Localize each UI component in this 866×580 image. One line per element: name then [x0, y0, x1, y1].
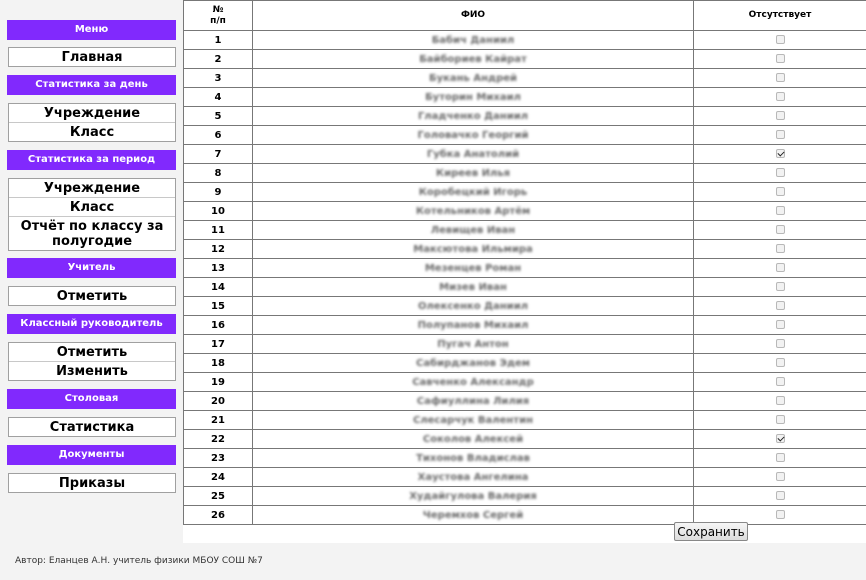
- row-name-cell: [253, 88, 694, 107]
- sidebar-item-class-teacher-edit[interactable]: Изменить: [56, 364, 128, 379]
- table-row: [184, 69, 866, 88]
- row-number: 12: [184, 240, 253, 259]
- absent-checkbox[interactable]: [776, 92, 785, 101]
- row-absent-cell: [694, 69, 866, 88]
- table-row: [184, 316, 866, 335]
- table-row: [184, 50, 866, 69]
- table-row: [184, 335, 866, 354]
- row-name-cell: [253, 449, 694, 468]
- absent-checkbox[interactable]: [776, 73, 785, 82]
- absent-checkbox[interactable]: [776, 206, 785, 215]
- table-row: [184, 221, 866, 240]
- row-absent-cell: [694, 202, 866, 221]
- row-number: 17: [184, 335, 253, 354]
- row-number: 24: [184, 468, 253, 487]
- row-number: 22: [184, 430, 253, 449]
- column-header-name: ФИО: [253, 1, 694, 31]
- student-name: Хаустова Ангелина: [417, 471, 529, 483]
- absent-checkbox[interactable]: [776, 472, 785, 481]
- row-number: 6: [184, 126, 253, 145]
- row-name-cell: [253, 164, 694, 183]
- row-name-cell: [253, 335, 694, 354]
- row-name-cell: [253, 50, 694, 69]
- absent-checkbox[interactable]: [776, 396, 785, 405]
- sidebar-item-period-institution[interactable]: Учреждение: [9, 179, 175, 198]
- row-absent-cell: [694, 164, 866, 183]
- row-absent-cell: [694, 221, 866, 240]
- row-number: 4: [184, 88, 253, 107]
- row-name-cell: [253, 430, 694, 449]
- row-name-cell: [253, 487, 694, 506]
- row-name-cell: [253, 278, 694, 297]
- row-number: 14: [184, 278, 253, 297]
- row-name-cell: [253, 202, 694, 221]
- row-name-cell: [253, 183, 694, 202]
- absent-checkbox[interactable]: [776, 339, 785, 348]
- student-name: Савченко Александр: [412, 376, 534, 388]
- row-absent-cell: [694, 259, 866, 278]
- row-name-cell: [253, 354, 694, 373]
- absent-checkbox[interactable]: [776, 320, 785, 329]
- absent-checkbox[interactable]: [776, 263, 785, 272]
- row-absent-cell: [694, 392, 866, 411]
- table-row: [184, 354, 866, 373]
- row-name-cell: [253, 392, 694, 411]
- row-number: 16: [184, 316, 253, 335]
- student-name: Байбориев Кайрат: [419, 53, 527, 65]
- row-absent-cell: [694, 126, 866, 145]
- table-row: [184, 449, 866, 468]
- row-number: 10: [184, 202, 253, 221]
- row-number: 1: [184, 31, 253, 50]
- row-absent-cell: [694, 468, 866, 487]
- table-row: [184, 145, 866, 164]
- row-name-cell: [253, 297, 694, 316]
- row-name-cell: [253, 259, 694, 278]
- table-row: [184, 88, 866, 107]
- student-name: Коробецкий Игорь: [418, 186, 528, 198]
- row-absent-cell: [694, 354, 866, 373]
- row-number: 15: [184, 297, 253, 316]
- sidebar-item-orders[interactable]: Приказы: [58, 476, 126, 491]
- student-name: Левищев Иван: [430, 224, 516, 236]
- absent-checkbox[interactable]: [776, 491, 785, 500]
- absent-checkbox[interactable]: [776, 434, 785, 443]
- sidebar-header-documents: Документы: [7, 445, 176, 465]
- row-number: 20: [184, 392, 253, 411]
- row-absent-cell: [694, 373, 866, 392]
- column-header-absent: Отсутствует: [694, 1, 866, 31]
- sidebar-header-menu: Меню: [7, 20, 176, 40]
- table-row: [184, 31, 866, 50]
- row-name-cell: [253, 316, 694, 335]
- sidebar-header-class-teacher: Классный руководитель: [7, 314, 176, 334]
- absent-checkbox[interactable]: [776, 301, 785, 310]
- student-name: Сафиуллина Лилия: [416, 395, 530, 407]
- attendance-panel: [183, 0, 866, 543]
- absent-checkbox[interactable]: [776, 377, 785, 386]
- row-name-cell: [253, 411, 694, 430]
- row-number: 25: [184, 487, 253, 506]
- student-name: Пугач Антон: [437, 338, 509, 350]
- absent-checkbox[interactable]: [776, 168, 785, 177]
- row-absent-cell: [694, 88, 866, 107]
- sidebar-item-period-class[interactable]: Класс: [9, 198, 175, 217]
- absent-checkbox[interactable]: [776, 282, 785, 291]
- sidebar: [0, 0, 183, 543]
- absent-checkbox[interactable]: [776, 54, 785, 63]
- absent-checkbox[interactable]: [776, 130, 785, 139]
- student-name: Котельников Артём: [415, 205, 531, 217]
- student-name: Бабич Даниил: [431, 34, 515, 46]
- sidebar-item-day-class[interactable]: Класс: [69, 125, 115, 140]
- row-number: 7: [184, 145, 253, 164]
- row-absent-cell: [694, 107, 866, 126]
- row-number: 9: [184, 183, 253, 202]
- student-name: Губка Анатолий: [426, 148, 520, 160]
- row-name-cell: [253, 506, 694, 525]
- absent-checkbox[interactable]: [776, 358, 785, 367]
- absent-checkbox[interactable]: [776, 225, 785, 234]
- absent-checkbox[interactable]: [776, 244, 785, 253]
- student-name: Сабирджанов Эдем: [416, 357, 530, 369]
- row-absent-cell: [694, 335, 866, 354]
- student-name: Буторин Михаил: [425, 91, 521, 103]
- table-row: [184, 183, 866, 202]
- row-name-cell: [253, 373, 694, 392]
- sidebar-header-teacher: Учитель: [7, 258, 176, 278]
- student-name: Олексенко Даниил: [417, 300, 529, 312]
- row-number: 8: [184, 164, 253, 183]
- table-header-row: [184, 1, 866, 31]
- save-button[interactable]: Сохранить: [674, 522, 748, 541]
- row-name-cell: [253, 107, 694, 126]
- student-name: Максютова Ильмира: [413, 243, 533, 255]
- sidebar-class-teacher-box: [8, 342, 176, 381]
- row-absent-cell: [694, 411, 866, 430]
- sidebar-documents-box: [8, 473, 176, 493]
- absent-checkbox[interactable]: [776, 149, 785, 158]
- table-row: [184, 297, 866, 316]
- sidebar-item-teacher-mark[interactable]: Отметить: [56, 289, 128, 304]
- table-row: [184, 411, 866, 430]
- row-name-cell: [253, 126, 694, 145]
- row-name-cell: [253, 240, 694, 259]
- table-row: [184, 468, 866, 487]
- row-absent-cell: [694, 50, 866, 69]
- table-row: [184, 506, 866, 525]
- row-absent-cell: [694, 316, 866, 335]
- row-name-cell: [253, 31, 694, 50]
- absent-checkbox[interactable]: [776, 415, 785, 424]
- sidebar-header-period-stats: Статистика за период: [7, 150, 176, 170]
- row-absent-cell: [694, 145, 866, 164]
- student-name: Тихонов Владислав: [416, 452, 530, 464]
- row-number: 19: [184, 373, 253, 392]
- absent-checkbox[interactable]: [776, 510, 785, 519]
- absent-checkbox[interactable]: [776, 35, 785, 44]
- row-absent-cell: [694, 297, 866, 316]
- table-row: [184, 126, 866, 145]
- student-name: Киреев Илья: [435, 167, 511, 179]
- student-name: Слесарчук Валентин: [412, 414, 534, 426]
- row-name-cell: [253, 69, 694, 88]
- row-number: 18: [184, 354, 253, 373]
- student-name: Головачко Георгий: [417, 129, 529, 141]
- row-name-cell: [253, 221, 694, 240]
- sidebar-item-half-year-report[interactable]: Отчёт по классу за полугодие: [20, 219, 164, 249]
- table-row: [184, 278, 866, 297]
- student-name: Худайгулова Валерия: [409, 490, 537, 502]
- sidebar-canteen-box: [8, 417, 176, 437]
- row-absent-cell: [694, 240, 866, 259]
- row-name-cell: [253, 145, 694, 164]
- student-name: Букань Андрей: [428, 72, 518, 84]
- student-name: Полупанов Михаил: [417, 319, 529, 331]
- student-name: Мезенцев Роман: [424, 262, 522, 274]
- table-row: [184, 202, 866, 221]
- row-number: 2: [184, 50, 253, 69]
- table-row: [184, 240, 866, 259]
- absent-checkbox[interactable]: [776, 187, 785, 196]
- sidebar-teacher-box: [8, 286, 176, 306]
- student-name: Мизев Иван: [439, 281, 507, 293]
- sidebar-header-canteen: Столовая: [7, 389, 176, 409]
- student-name: Гладченко Даниил: [417, 110, 529, 122]
- sidebar-item-canteen-stats[interactable]: Статистика: [49, 420, 135, 435]
- row-absent-cell: [694, 183, 866, 202]
- sidebar-period-stats-box: [8, 178, 176, 251]
- student-name: Черемхов Сергей: [422, 509, 524, 521]
- table-row: [184, 392, 866, 411]
- table-row: [184, 487, 866, 506]
- row-absent-cell: [694, 487, 866, 506]
- row-number: 5: [184, 107, 253, 126]
- row-name-cell: [253, 468, 694, 487]
- sidebar-day-stats-box: [8, 103, 176, 142]
- table-row: [184, 107, 866, 126]
- sidebar-item-day-institution[interactable]: Учреждение: [9, 104, 175, 123]
- table-row: [184, 430, 866, 449]
- absent-checkbox[interactable]: [776, 111, 785, 120]
- absent-checkbox[interactable]: [776, 453, 785, 462]
- row-number: 3: [184, 69, 253, 88]
- attendance-table: [183, 0, 866, 525]
- student-name: Соколов Алексей: [422, 433, 524, 445]
- sidebar-header-day-stats: Статистика за день: [7, 75, 176, 95]
- row-number: 21: [184, 411, 253, 430]
- column-header-number: № п/п: [184, 1, 253, 31]
- row-absent-cell: [694, 278, 866, 297]
- table-row: [184, 164, 866, 183]
- row-number: 23: [184, 449, 253, 468]
- table-row: [184, 259, 866, 278]
- row-absent-cell: [694, 449, 866, 468]
- row-number: 13: [184, 259, 253, 278]
- sidebar-item-home[interactable]: Главная: [61, 50, 123, 65]
- row-number: 26: [184, 506, 253, 525]
- sidebar-item-class-teacher-mark[interactable]: Отметить: [9, 343, 175, 362]
- table-row: [184, 373, 866, 392]
- row-absent-cell: [694, 430, 866, 449]
- row-number: 11: [184, 221, 253, 240]
- sidebar-menu-box: [8, 47, 176, 67]
- footer-author: Автор: Еланцев А.Н. учитель физики МБОУ СОШ №7: [15, 556, 263, 566]
- row-absent-cell: [694, 31, 866, 50]
